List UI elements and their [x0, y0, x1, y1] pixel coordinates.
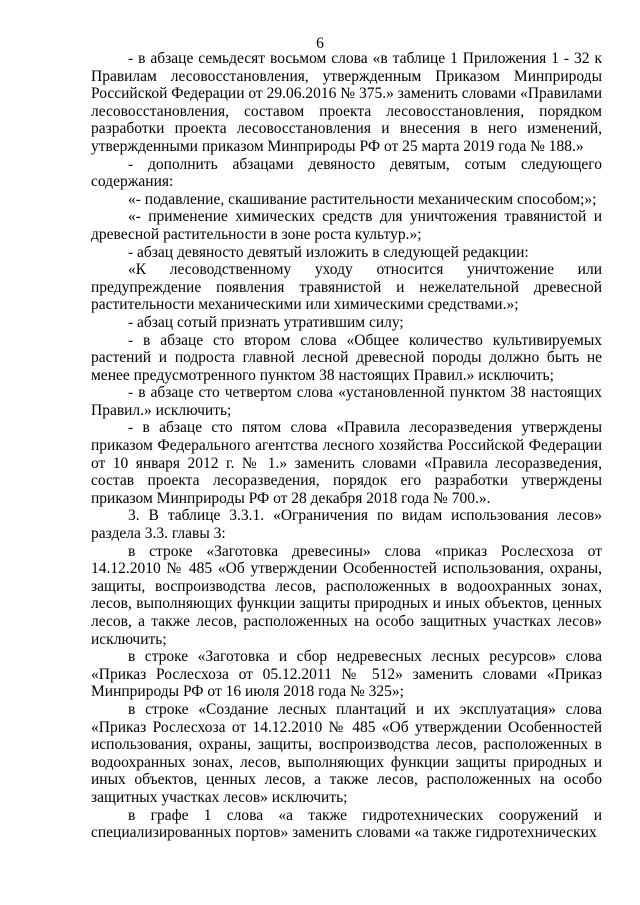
- paragraph: - абзац сотый признать утратившим силу;: [128, 313, 404, 331]
- paragraph: - дополнить абзацами девяносто девятым, сотым следующего содержания:: [91, 155, 602, 191]
- paragraph: «- подавление, скашивание растительности механическим способом;»;: [128, 190, 597, 208]
- document-body: [91, 50, 602, 842]
- paragraph: - в абзаце сто пятом слова «Правила лесоразведения утверждены приказом Федерального агентства лесного хозяйства Российской Федерации от 10 января 2012 г. № 1.» заменить словами «Правила лесоразведения, состав проекта лесоразведения, порядок его разработки утверждены приказом Минприроды РФ от 28 декабря 2018 года № 700.».: [91, 419, 602, 507]
- paragraph: «- применение химических средств для уничтожения травянистой и древесной растительности в зоне роста культур.»;: [91, 208, 602, 243]
- page-number: 6: [316, 35, 324, 52]
- paragraph: в строке «Заготовка древесины» слова «приказ Рослесхоза от 14.12.2010 № 485 «Об утверждении Особенностей использования, охраны, защиты, воспроизводства лесов, расположенных в водоохранных зонах, лесов, выполняющих функции защиты природных и иных объектов, ценных лесов, а также лесов, расположенных на особо защитных участках лесов» исключить;: [91, 542, 602, 648]
- paragraph: в строке «Заготовка и сбор недревесных лесных ресурсов» слова «Приказ Рослесхоза от 05.12.2011 № 512» заменить словами «Приказ Минприроды РФ от 16 июля 2018 года № 325»;: [91, 648, 602, 701]
- paragraph: «К лесоводственному уходу относится уничтожение или предупреждение появления травянистой и нежелательной древесной растительности механическими или химическими средствами.»;: [91, 261, 602, 314]
- paragraph: - в абзаце сто четвертом слова «установленной пунктом 38 настоящих Правил.» исключить;: [91, 384, 602, 419]
- paragraph: - в абзаце сто втором слова «Общее количество культивируемых растений и подроста главной лесной древесной породы должно быть не менее предусмотренного пунктом 38 настоящих Правил.» исключить;: [91, 331, 602, 384]
- paragraph: в строке «Создание лесных плантаций и их эксплуатация» слова «Приказ Рослесхоза от 14.12.2010 № 485 «Об утверждении Особенностей использования, охраны, защиты, воспроизводства лесов, расположенных в водоохранных зонах, лесов, выполняющих функции защиты природных и иных объектов, ценных лесов, а также лесов, расположенных на особо защитных участках лесов» исключить;: [91, 700, 602, 806]
- paragraph: 3. В таблице 3.3.1. «Ограничения по видам использования лесов» раздела 3.3. главы 3:: [91, 507, 602, 543]
- paragraph: - в абзаце семьдесят восьмом слова «в таблице 1 Приложения 1 - 32 к Правилам лесовосстановления, утвержденным Приказом Минприроды Российской Федерации от 29.06.2016 № 375.» заменить словами «Правилами лесовосстановления, составом проекта лесовосстановления, порядком разработки проекта лесовосстановления и внесения в него изменений, утвержденными приказом Минприроды РФ от 25 марта 2019 года № 188.»: [91, 50, 602, 155]
- paragraph: - абзац девяносто девятый изложить в следующей редакции:: [128, 243, 529, 261]
- paragraph: в графе 1 слова «а также гидротехнических сооружений и специализированных портов» заменить словами «а также гидротехнических: [91, 806, 602, 842]
